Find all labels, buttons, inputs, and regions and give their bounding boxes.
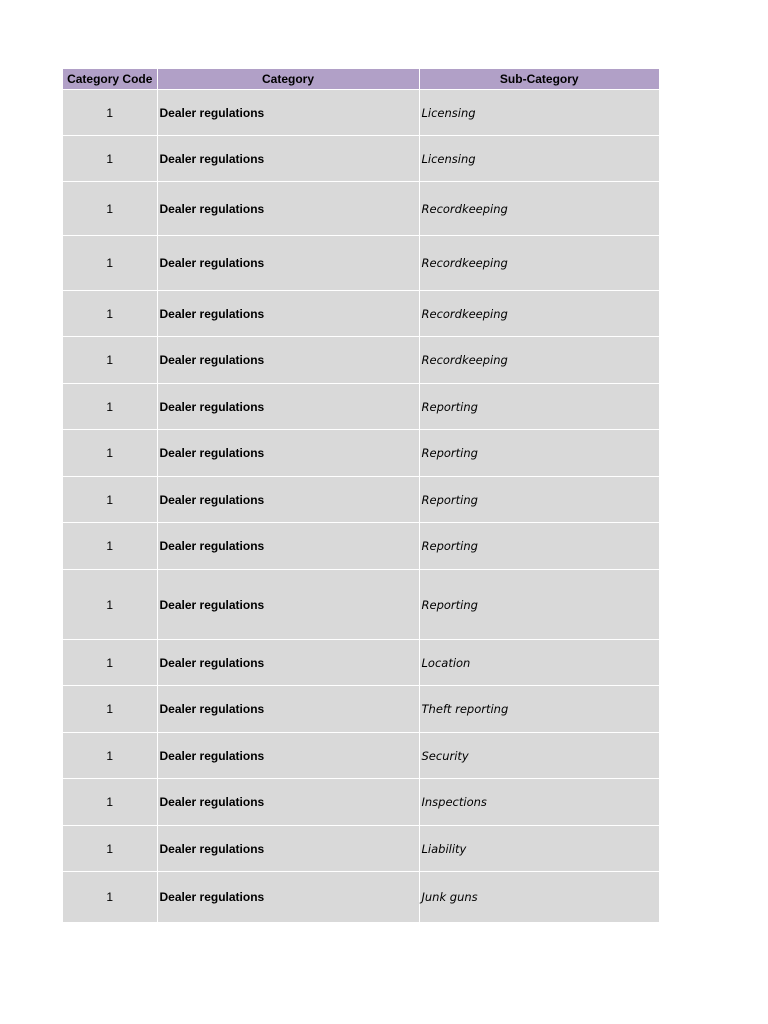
cell-sub-category: Licensing	[419, 136, 659, 182]
cell-category-code: 1	[63, 640, 157, 686]
cell-sub-category: Liability	[419, 826, 659, 872]
cell-category: Dealer regulations	[157, 779, 419, 826]
table-row	[63, 430, 659, 477]
cell-sub-category: Reporting	[419, 430, 659, 477]
cell-category-code: 1	[63, 384, 157, 430]
cell-category: Dealer regulations	[157, 182, 419, 236]
table-row	[63, 570, 659, 640]
cell-sub-category: Licensing	[419, 90, 659, 136]
cell-category: Dealer regulations	[157, 733, 419, 779]
table-row	[63, 182, 659, 236]
cell-category-code: 1	[63, 430, 157, 477]
table-row	[63, 523, 659, 570]
cell-sub-category: Recordkeeping	[419, 236, 659, 291]
cell-category: Dealer regulations	[157, 570, 419, 640]
table-row	[63, 384, 659, 430]
cell-sub-category: Recordkeeping	[419, 291, 659, 337]
table-row	[63, 90, 659, 136]
cell-category-code: 1	[63, 779, 157, 826]
cell-category-code: 1	[63, 686, 157, 733]
table-row	[63, 291, 659, 337]
cell-category-code: 1	[63, 872, 157, 922]
table-body	[63, 90, 659, 922]
cell-category: Dealer regulations	[157, 291, 419, 337]
cell-category: Dealer regulations	[157, 384, 419, 430]
cell-category-code: 1	[63, 182, 157, 236]
cell-category-code: 1	[63, 236, 157, 291]
cell-sub-category: Theft reporting	[419, 686, 659, 733]
cell-category-code: 1	[63, 733, 157, 779]
cell-category: Dealer regulations	[157, 430, 419, 477]
cell-category: Dealer regulations	[157, 872, 419, 922]
table-row	[63, 733, 659, 779]
table-row	[63, 337, 659, 384]
cell-category: Dealer regulations	[157, 136, 419, 182]
cell-sub-category: Reporting	[419, 523, 659, 570]
cell-sub-category: Junk guns	[419, 872, 659, 922]
cell-category-code: 1	[63, 826, 157, 872]
cell-sub-category: Reporting	[419, 384, 659, 430]
cell-category-code: 1	[63, 136, 157, 182]
cell-category: Dealer regulations	[157, 477, 419, 523]
table-row	[63, 686, 659, 733]
cell-category-code: 1	[63, 90, 157, 136]
cell-category: Dealer regulations	[157, 236, 419, 291]
header-category: Category	[157, 69, 419, 90]
table-row	[63, 477, 659, 523]
header-sub-category: Sub-Category	[419, 69, 659, 90]
cell-category-code: 1	[63, 337, 157, 384]
header-row	[63, 69, 659, 90]
cell-category-code: 1	[63, 523, 157, 570]
cell-category-code: 1	[63, 291, 157, 337]
cell-sub-category: Reporting	[419, 570, 659, 640]
table-row	[63, 826, 659, 872]
table-row	[63, 136, 659, 182]
cell-sub-category: Inspections	[419, 779, 659, 826]
cell-sub-category: Recordkeeping	[419, 337, 659, 384]
cell-category: Dealer regulations	[157, 640, 419, 686]
cell-sub-category: Reporting	[419, 477, 659, 523]
cell-sub-category: Location	[419, 640, 659, 686]
category-table	[63, 69, 659, 922]
header-category-code: Category Code	[63, 69, 157, 90]
cell-category: Dealer regulations	[157, 337, 419, 384]
cell-category-code: 1	[63, 477, 157, 523]
cell-category: Dealer regulations	[157, 686, 419, 733]
cell-sub-category: Security	[419, 733, 659, 779]
table-row	[63, 872, 659, 922]
table-row	[63, 236, 659, 291]
table-row	[63, 640, 659, 686]
cell-category: Dealer regulations	[157, 826, 419, 872]
cell-category-code: 1	[63, 570, 157, 640]
cell-category: Dealer regulations	[157, 523, 419, 570]
cell-sub-category: Recordkeeping	[419, 182, 659, 236]
cell-category: Dealer regulations	[157, 90, 419, 136]
table-row	[63, 779, 659, 826]
